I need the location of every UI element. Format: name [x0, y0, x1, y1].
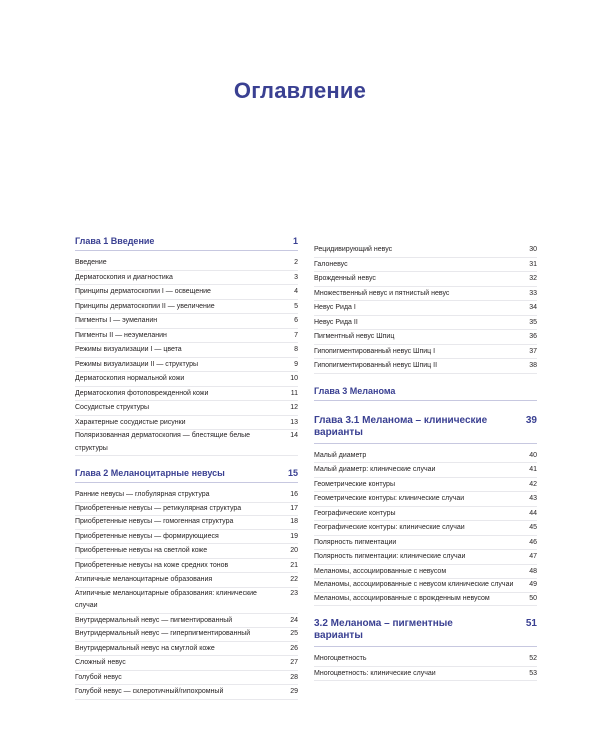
toc-entry-label: Ранние невусы — глобулярная структура	[75, 491, 210, 498]
toc-entry-label: Сосудистые структуры	[75, 404, 150, 411]
toc-entry[interactable]	[75, 588, 298, 614]
toc-entry[interactable]	[75, 285, 298, 300]
toc-entry-label: Меланомы, ассоциированные с невусом	[314, 567, 447, 575]
toc-entry-label: Дерматоскопия фотоповрежденной кожи	[75, 389, 209, 397]
toc-entry[interactable]	[75, 642, 298, 657]
toc-entry-page: 41	[529, 466, 537, 473]
toc-entry-page: 23	[290, 589, 298, 597]
toc-entry-page: 12	[290, 404, 298, 411]
toc-entry-label: Геометрические контуры: клинические случаи	[314, 495, 465, 502]
toc-entry-label: Внутридермальный невус на смуглой коже	[75, 644, 215, 652]
toc-entry-page: 40	[529, 451, 537, 459]
toc-entry-label: Атипичные меланоцитарные образования	[75, 576, 213, 583]
toc-entry[interactable]	[75, 358, 298, 373]
toc-entry[interactable]	[75, 372, 298, 387]
toc-entry-label: Режимы визуализации I — цвета	[75, 346, 182, 353]
toc-entry-page: 25	[290, 630, 298, 637]
toc-entry-label: Меланомы, ассоциированные с невусом клинические случаи	[314, 581, 514, 588]
toc-entry-page: 7	[294, 331, 298, 339]
toc-entry-label: Режимы визуализации II — структуры	[75, 360, 199, 368]
toc-entry-page: 11	[290, 389, 298, 397]
toc-chapter-title: 3.2 Меланома – пигментные варианты	[314, 618, 453, 641]
toc-entry-label: Принципы дерматоскопии II — увеличение	[75, 302, 215, 310]
toc-entry-page: 22	[290, 576, 298, 583]
toc-entry-label: Рецидивирующий невус	[314, 246, 393, 253]
toc-chapter	[75, 236, 298, 456]
toc-entry[interactable]	[75, 503, 298, 517]
toc-entry[interactable]	[314, 449, 537, 464]
toc-entry-page: 34	[529, 304, 537, 311]
toc-entry-page: 17	[290, 504, 298, 512]
toc-entry-page: 37	[529, 347, 537, 355]
toc-entry-page: 53	[529, 669, 537, 677]
toc-chapter-page: 1	[292, 236, 298, 246]
toc-chapter-title: Глава 2 Меланоцитарные невусы	[75, 468, 225, 478]
toc-entry-page: 3	[294, 273, 298, 281]
toc-entry[interactable]	[314, 287, 537, 302]
toc-entry-label: Полярность пигментации	[314, 538, 397, 546]
toc-entry-page: 35	[529, 318, 537, 326]
toc-entry-label: Дерматоскопия нормальной кожи	[75, 375, 185, 382]
page-title: Оглавление	[233, 78, 367, 103]
toc-entry[interactable]	[75, 300, 298, 315]
toc-entry[interactable]	[314, 550, 537, 565]
toc-chapter-heading[interactable]	[75, 468, 298, 483]
toc-entry-page: 2	[294, 259, 298, 266]
toc-entry-page: 4	[294, 288, 298, 295]
toc-entry[interactable]	[314, 492, 537, 507]
toc-entry-page: 13	[290, 418, 298, 426]
toc-entry-label: Приобретенные невусы — гомогенная структура	[75, 518, 234, 525]
toc-entry-page: 9	[294, 360, 298, 368]
toc-entry-page: 33	[529, 289, 537, 297]
toc-entry-label: Характерные сосудистые рисунки	[75, 418, 186, 426]
toc-entry-label: Внутридермальный невус — гиперпигментированный	[75, 630, 251, 637]
toc-chapter-heading[interactable]	[314, 618, 537, 647]
toc-entry[interactable]	[314, 667, 537, 682]
toc-entry-page: 16	[290, 491, 298, 498]
toc-entry-page: 30	[529, 246, 537, 253]
toc-entry-page: 8	[294, 346, 298, 353]
toc-entry[interactable]	[314, 579, 537, 593]
toc-chapter-title: Глава 1 Введение	[75, 236, 155, 246]
toc-entry-label: Географические контуры: клинические случаи	[314, 524, 465, 531]
toc-chapter	[75, 468, 298, 700]
toc-entry[interactable]	[75, 430, 298, 456]
toc-entry-page: 38	[529, 362, 537, 369]
toc-entry[interactable]	[75, 387, 298, 402]
toc-entry[interactable]	[314, 243, 537, 258]
toc-entry-label: Многоцветность: клинические случаи	[314, 669, 436, 677]
toc-entry[interactable]	[75, 559, 298, 574]
toc-entry-page: 6	[294, 317, 298, 324]
toc-entry[interactable]	[75, 671, 298, 686]
toc-entry-page: 47	[529, 553, 537, 560]
toc-entry-label: Дерматоскопия и диагностика	[75, 273, 173, 281]
toc-entry-label: Голубой невус	[75, 673, 122, 681]
toc-entry-label: Голубой невус — склеротичный/гипохромный	[75, 688, 224, 695]
toc-right-column	[314, 243, 537, 693]
toc-entry-label: Меланомы, ассоциированные с врожденным невусом	[314, 594, 490, 602]
toc-entry-label: Пигменты II — неэумеланин	[75, 331, 167, 339]
toc-entry[interactable]	[314, 359, 537, 374]
toc-entry-label: Гипопигментированный невус Шпиц I	[314, 347, 436, 355]
toc-entry-page: 49	[529, 581, 537, 588]
toc-entry-page: 24	[290, 616, 298, 624]
toc-chapter-page: 15	[287, 468, 298, 478]
toc-entry-label: Приобретенные невусы — формирующиеся	[75, 532, 219, 540]
toc-entry[interactable]	[314, 330, 537, 345]
toc-entry[interactable]	[75, 343, 298, 358]
toc-chapter-page: 39	[525, 414, 537, 426]
toc-entry-label: Сложный невус	[75, 659, 126, 666]
toc-entry-label: Многоцветность	[314, 655, 367, 662]
toc-entry-page: 45	[529, 524, 537, 531]
toc-entry-page: 18	[290, 518, 298, 525]
toc-entry[interactable]	[314, 565, 537, 580]
toc-entry[interactable]	[314, 507, 537, 522]
toc-entry[interactable]	[314, 463, 537, 478]
toc-entry[interactable]	[75, 256, 298, 271]
toc-entry-page: 52	[529, 655, 537, 662]
toc-entry-label: Невус Рида II	[314, 318, 358, 326]
toc-entry-label: Приобретенные невусы — ретикулярная структура	[75, 504, 242, 512]
toc-entry-label: Малый диаметр: клинические случаи	[314, 466, 436, 473]
toc-entry-page: 10	[290, 375, 298, 382]
toc-entry[interactable]	[314, 316, 537, 331]
toc-entry-label: Гипопигментированный невус Шпиц II	[314, 362, 438, 369]
toc-entry-page: 42	[529, 480, 537, 488]
toc-chapter-heading[interactable]: Глава 3 Меланома	[314, 386, 537, 401]
toc-entry-page: 36	[529, 333, 537, 340]
toc-entry[interactable]	[75, 314, 298, 329]
toc-entry-page: 50	[529, 594, 537, 602]
toc-chapter-heading[interactable]	[314, 415, 537, 444]
toc-left-column	[75, 236, 298, 712]
toc-entry[interactable]	[75, 628, 298, 642]
toc-entry[interactable]	[314, 301, 537, 316]
toc-entry[interactable]	[75, 656, 298, 671]
toc-entry[interactable]	[75, 573, 298, 588]
toc-entry-page: 5	[294, 302, 298, 310]
toc-entry-page: 28	[290, 673, 298, 681]
toc-entry-page: 44	[529, 509, 537, 517]
toc-entry-label: Принципы дерматоскопии I — освещение	[75, 288, 211, 295]
toc-entry[interactable]	[75, 416, 298, 431]
toc-entry-label: Малый диаметр	[314, 451, 367, 459]
toc-entry[interactable]	[314, 258, 537, 273]
toc-entry[interactable]	[75, 685, 298, 700]
toc-entry[interactable]	[75, 329, 298, 344]
toc-chapter-heading[interactable]	[75, 236, 298, 251]
toc-entry-label: Приобретенные невусы на светлой коже	[75, 547, 208, 554]
toc-entry[interactable]	[75, 530, 298, 545]
toc-entry-label: Поляризованная дерматоскопия — блестящие белые структуры	[75, 432, 250, 452]
toc-entry-page: 21	[290, 561, 298, 569]
toc-entry[interactable]	[314, 593, 537, 607]
toc-entry-page: 29	[290, 688, 298, 695]
toc-entry-page: 43	[529, 495, 537, 502]
toc-section	[314, 618, 537, 681]
toc-entry-page: 20	[290, 547, 298, 554]
toc-entry-page: 26	[290, 644, 298, 652]
toc-chapter-page: 51	[525, 618, 537, 629]
toc-entry-page: 14	[290, 432, 298, 439]
toc-entry-label: Множественный невус и пятнистый невус	[314, 289, 450, 297]
toc-entry[interactable]	[75, 544, 298, 559]
toc-entry-label: Невус Рида I	[314, 304, 356, 311]
toc-entry[interactable]	[75, 516, 298, 530]
toc-entry-page: 19	[290, 532, 298, 540]
toc-entry-label: Галоневус	[314, 260, 348, 268]
toc-entry[interactable]	[314, 536, 537, 551]
toc-entry-label: Приобретенные невусы на коже средних тонов	[75, 561, 229, 569]
toc-entry-label: Пигменты I — эумеланин	[75, 317, 158, 324]
toc-entry-page: 27	[290, 659, 298, 666]
toc-entry[interactable]	[75, 614, 298, 629]
toc-entry[interactable]	[75, 401, 298, 416]
toc-entry[interactable]	[75, 488, 298, 503]
toc-entry-label: Введение	[75, 259, 107, 266]
toc-entry-page: 46	[529, 538, 537, 546]
toc-entry[interactable]	[314, 652, 537, 667]
toc-entry-page: 31	[529, 260, 537, 268]
toc-entry-label: Полярность пигментации: клинические случаи	[314, 553, 466, 560]
toc-entry-page: 32	[529, 275, 537, 282]
toc-entry-page: 48	[529, 567, 537, 575]
toc-entry-label: Врожденный невус	[314, 275, 376, 282]
toc-entry-label: Геометрические контуры	[314, 480, 395, 488]
toc-chapter-title: Глава 3.1 Меланома – клинические варианты	[314, 414, 488, 438]
toc-section	[314, 415, 537, 607]
toc-entry-label: Внутридермальный невус — пигментированный	[75, 616, 233, 624]
toc-chapter-continued	[314, 243, 537, 374]
toc-entry-label: Пигментный невус Шпиц	[314, 333, 395, 340]
toc-entry[interactable]	[314, 345, 537, 360]
toc-entry-label: Атипичные меланоцитарные образования: клинические случаи	[75, 589, 257, 609]
toc-entry-label: Географические контуры	[314, 509, 396, 517]
toc-entry[interactable]	[314, 521, 537, 536]
toc-entry[interactable]	[75, 271, 298, 286]
toc-entry[interactable]	[314, 272, 537, 287]
toc-entry[interactable]	[314, 478, 537, 493]
